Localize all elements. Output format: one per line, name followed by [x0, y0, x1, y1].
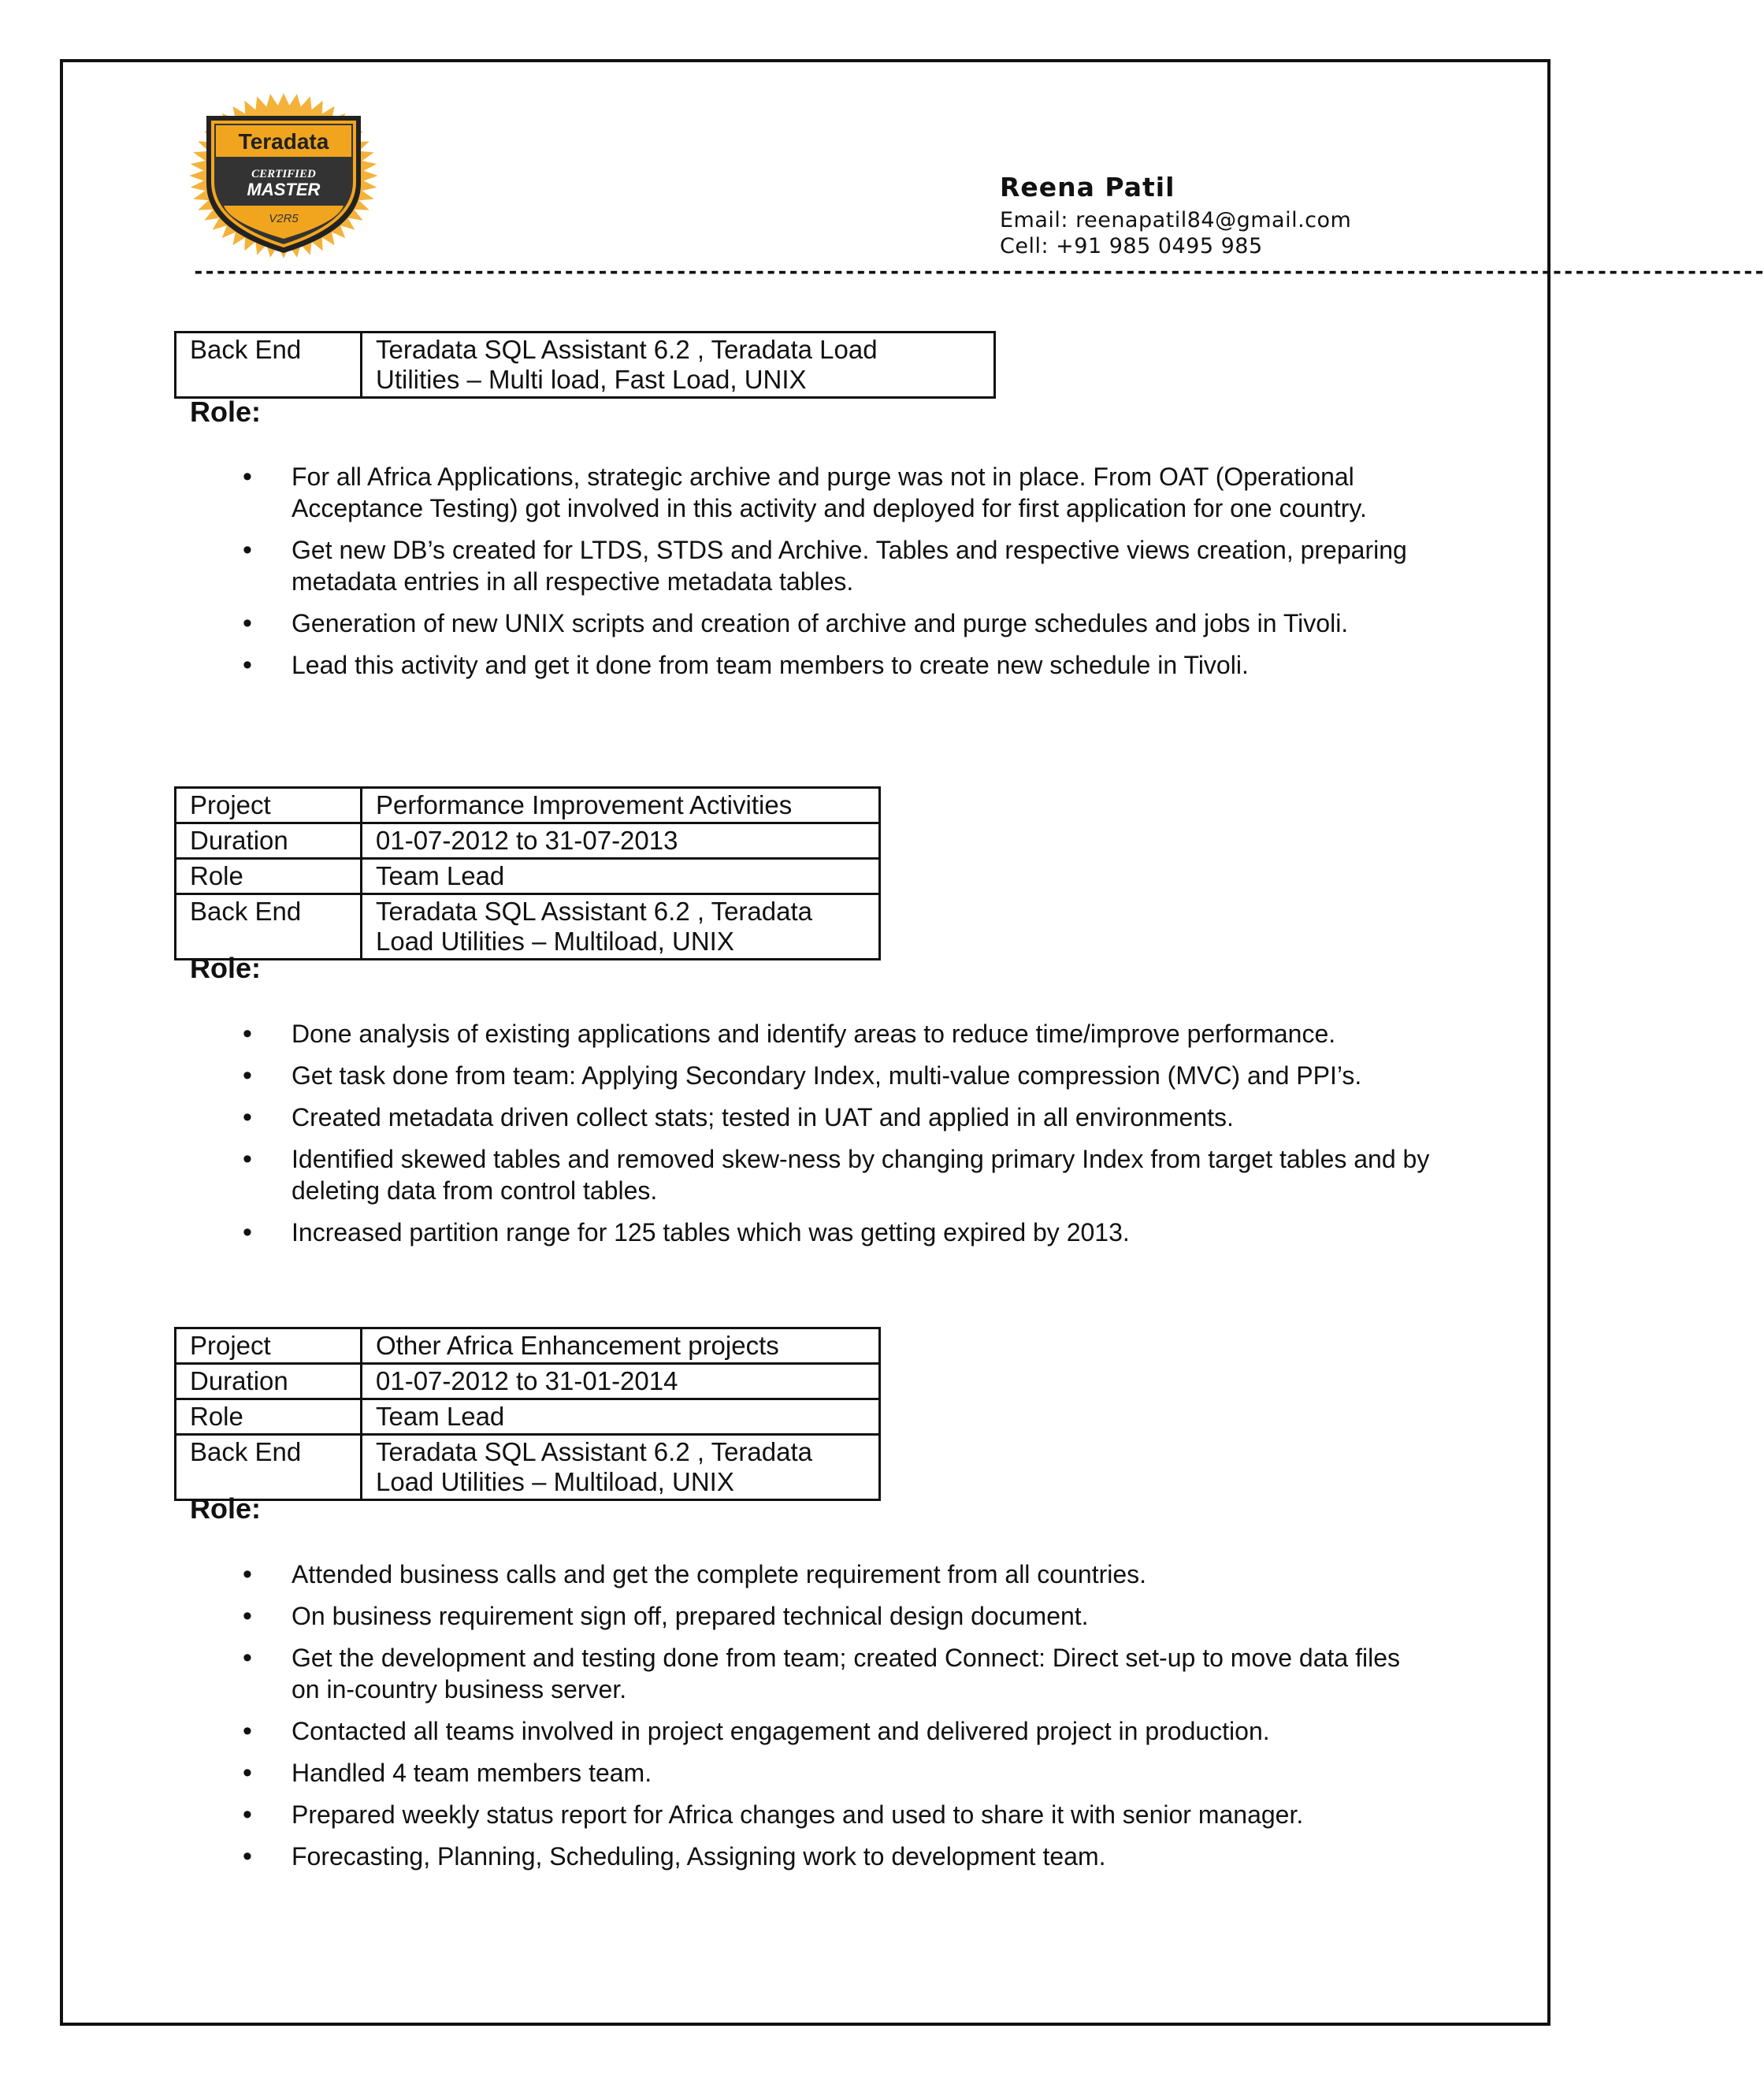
row-label: Role: [176, 859, 362, 894]
row-label: Back End: [176, 1435, 362, 1500]
list-item: • Increased partition range for 125 tables which was getting expired by 2013.: [292, 1217, 1450, 1248]
row-label: Project: [176, 788, 362, 823]
row-value: 01-07-2012 to 31-01-2014: [362, 1364, 880, 1399]
table-row: [176, 859, 880, 894]
list-item: • Identified skewed tables and removed skew-ness by changing primary Index from target tables and by deleting data from control tables.: [292, 1143, 1450, 1206]
project-table-2: [174, 786, 881, 960]
table-row: [176, 333, 995, 398]
list-item: • Lead this activity and get it done from team members to create new schedule in Tivoli.: [292, 649, 1434, 681]
table-row: [176, 1328, 880, 1364]
teradata-certified-master-logo: [183, 91, 384, 261]
list-item: • Attended business calls and get the complete requirement from all countries.: [292, 1559, 1434, 1590]
project-table-1: [174, 331, 996, 399]
table-row: [176, 788, 880, 823]
role-bullets-3: [292, 1559, 1434, 1882]
list-item: • Generation of new UNIX scripts and creation of archive and purge schedules and jobs in Tivoli.: [292, 607, 1434, 639]
cell-line: Cell: +91 985 0495 985: [1000, 234, 1263, 258]
logo-certified-text: CERTIFIED: [251, 168, 316, 180]
row-label: Duration: [176, 823, 362, 859]
list-item: • Get task done from team: Applying Secondary Index, multi-value compression (MVC) and PPI’s.: [292, 1060, 1450, 1091]
role-heading: Role:: [190, 952, 261, 984]
role-bullets-1: [292, 461, 1434, 691]
table-row: [176, 894, 880, 960]
list-item: • Done analysis of existing applications and identify areas to reduce time/improve performance.: [292, 1018, 1450, 1050]
value-line: Teradata SQL Assistant 6.2 , Teradata: [376, 1437, 813, 1466]
row-label: Duration: [176, 1364, 362, 1399]
candidate-name: Reena Patil: [1000, 172, 1175, 202]
list-item: • Handled 4 team members team.: [292, 1757, 1434, 1789]
logo-version-text: V2R5: [269, 212, 299, 225]
project-table-3: [174, 1327, 881, 1501]
row-value: [362, 894, 880, 960]
row-value: [362, 333, 995, 398]
row-value: Team Lead: [362, 859, 880, 894]
table-row: [176, 823, 880, 859]
row-value: [362, 1435, 880, 1500]
list-item: • Get the development and testing done from team; created Connect: Direct set-up to move data files on in-country business server.: [292, 1642, 1434, 1705]
value-line: Load Utilities – Multiload, UNIX: [376, 1467, 734, 1496]
row-value: Team Lead: [362, 1399, 880, 1435]
role-heading: Role:: [190, 396, 261, 428]
header-dashed-rule: --------------------------------------------------------------------------------------------------------------------------------------------: [192, 260, 1764, 284]
email-line: Email: reenapatil84@gmail.com: [1000, 208, 1352, 232]
list-item: • Forecasting, Planning, Scheduling, Assigning work to development team.: [292, 1841, 1434, 1872]
value-line: Teradata SQL Assistant 6.2 , Teradata Load: [376, 335, 878, 364]
logo-master-text: MASTER: [247, 180, 321, 199]
role-bullets-2: [292, 1018, 1450, 1258]
role-heading: Role:: [190, 1492, 261, 1525]
list-item: • Created metadata driven collect stats; tested in UAT and applied in all environments.: [292, 1102, 1450, 1133]
list-item: • Get new DB’s created for LTDS, STDS and Archive. Tables and respective views creation, preparing metadata entries in all respective metadata tables.: [292, 534, 1434, 597]
value-line: Teradata SQL Assistant 6.2 , Teradata: [376, 897, 813, 926]
list-item: • Contacted all teams involved in project engagement and delivered project in production.: [292, 1715, 1434, 1747]
row-value: Performance Improvement Activities: [362, 788, 880, 823]
value-line: Utilities – Multi load, Fast Load, UNIX: [376, 365, 807, 394]
row-label: Role: [176, 1399, 362, 1435]
list-item: • Prepared weekly status report for Africa changes and used to share it with senior manager.: [292, 1799, 1434, 1830]
table-row: [176, 1364, 880, 1399]
table-row: [176, 1399, 880, 1435]
value-line: Load Utilities – Multiload, UNIX: [376, 927, 734, 956]
row-value: Other Africa Enhancement projects: [362, 1328, 880, 1364]
row-label: Back End: [176, 333, 362, 398]
logo-brand-text: Teradata: [238, 129, 329, 154]
contact-header: [1000, 172, 1351, 259]
list-item: • For all Africa Applications, strategic archive and purge was not in place. From OAT (Operational Acceptance Testing) got involved in this activity and deployed for first application for one country.: [292, 461, 1434, 524]
row-value: 01-07-2012 to 31-07-2013: [362, 823, 880, 859]
row-label: Back End: [176, 894, 362, 960]
list-item: • On business requirement sign off, prepared technical design document.: [292, 1600, 1434, 1632]
row-label: Project: [176, 1328, 362, 1364]
table-row: [176, 1435, 880, 1500]
